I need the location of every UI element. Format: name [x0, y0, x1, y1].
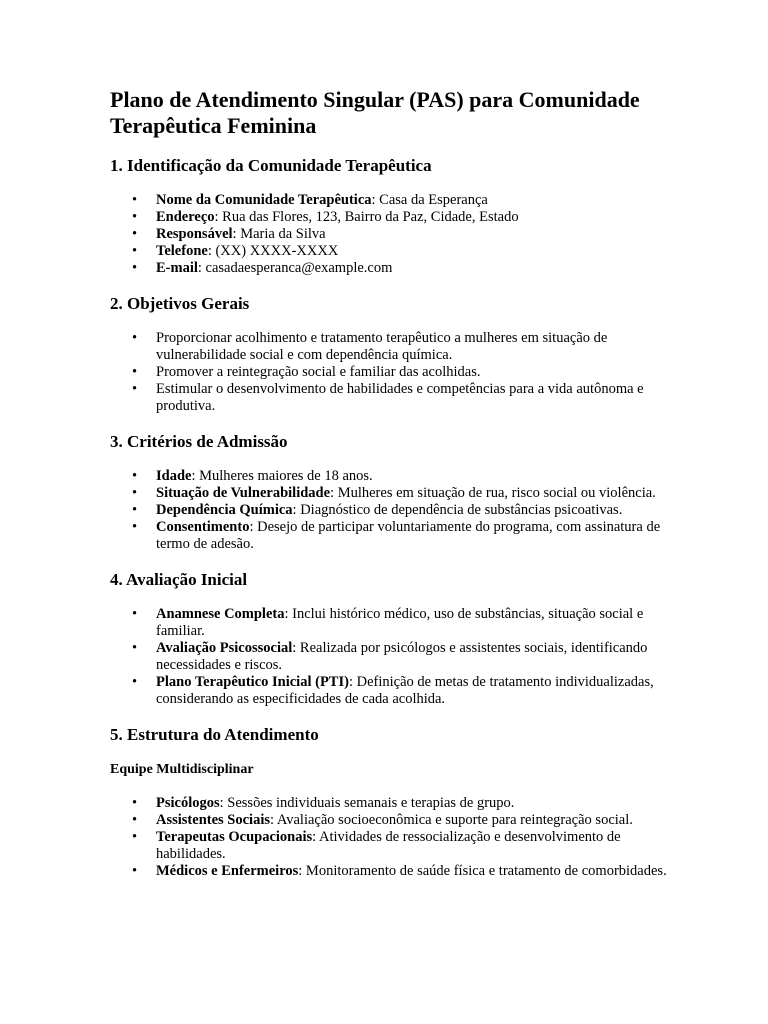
item-term: Nome da Comunidade Terapêutica [156, 192, 372, 208]
section-list-criterios [110, 468, 668, 553]
item-term: Dependência Química [156, 502, 293, 518]
item-term: Anamnese Completa [156, 606, 285, 622]
section-heading-identificacao: 1. Identificação da Comunidade Terapêutica [110, 156, 432, 175]
item-text: : Definição de metas de tratamento individualizadas, considerando as especificidades de cada acolhida. [156, 674, 654, 707]
list-item [156, 209, 668, 226]
item-term: Responsável [156, 226, 233, 242]
item-term: Idade [156, 468, 192, 484]
item-term: Endereço [156, 209, 215, 225]
list-item [156, 829, 668, 863]
subsection-heading-equipe: Equipe Multidisciplinar [110, 762, 254, 777]
section-heading-avaliacao: 4. Avaliação Inicial [110, 570, 248, 589]
item-text: : Inclui histórico médico, uso de substâncias, situação social e familiar. [156, 606, 644, 639]
section-heading-criterios: 3. Critérios de Admissão [110, 432, 288, 451]
list-item [156, 674, 668, 708]
item-term: Consentimento [156, 519, 250, 535]
list-item [156, 260, 668, 277]
list-item [156, 640, 668, 674]
item-text: Estimular o desenvolvimento de habilidades e competências para a vida autônoma e produtiva. [156, 381, 644, 414]
list-item [156, 381, 668, 415]
item-text: : Desejo de participar voluntariamente do programa, com assinatura de termo de adesão. [156, 519, 661, 552]
list-item [156, 192, 668, 209]
item-term: Psicólogos [156, 795, 220, 811]
list-item [156, 243, 668, 260]
list-item [156, 485, 668, 502]
item-term: Plano Terapêutico Inicial (PTI) [156, 674, 349, 690]
list-item [156, 330, 668, 364]
section-list-avaliacao [110, 606, 668, 708]
item-text: : Realizada por psicólogos e assistentes sociais, identificando necessidades e riscos. [156, 640, 648, 673]
item-text: : Sessões individuais semanais e terapias de grupo. [219, 795, 515, 811]
item-text: : casadaesperanca@example.com [197, 260, 393, 276]
item-term: Avaliação Psicossocial [156, 640, 293, 656]
item-text: : Maria da Silva [232, 226, 326, 242]
item-term: Telefone [156, 243, 208, 259]
item-text: : (XX) XXXX-XXXX [207, 243, 339, 259]
list-item [156, 812, 668, 829]
list-item [156, 606, 668, 640]
section-list-identificacao [110, 192, 668, 277]
document-title: Plano de Atendimento Singular (PAS) para Comunidade Terapêutica Feminina [110, 87, 640, 138]
item-text: Promover a reintegração social e familiar das acolhidas. [156, 364, 481, 380]
item-text: : Mulheres em situação de rua, risco social ou violência. [330, 485, 656, 501]
list-item [156, 226, 668, 243]
item-text: Proporcionar acolhimento e tratamento terapêutico a mulheres em situação de vulnerabilidade social e com dependência química. [156, 330, 608, 363]
list-item [156, 468, 668, 485]
item-term: Terapeutas Ocupacionais [156, 829, 313, 845]
item-text: : Rua das Flores, 123, Bairro da Paz, Cidade, Estado [214, 209, 519, 225]
list-item [156, 795, 668, 812]
list-item [156, 519, 668, 553]
list-item [156, 863, 668, 880]
section-heading-objetivos: 2. Objetivos Gerais [110, 294, 250, 313]
section-heading-estrutura: 5. Estrutura do Atendimento [110, 725, 319, 744]
item-text: : Atividades de ressocialização e desenvolvimento de habilidades. [156, 829, 621, 862]
item-term: Situação de Vulnerabilidade [156, 485, 331, 501]
item-text: : Monitoramento de saúde física e tratamento de comorbidades. [298, 863, 667, 879]
item-term: Assistentes Sociais [156, 812, 270, 828]
item-text: : Mulheres maiores de 18 anos. [191, 468, 373, 484]
item-term: E-mail [156, 260, 198, 276]
section-list-objetivos [110, 330, 668, 415]
item-term: Médicos e Enfermeiros [156, 863, 299, 879]
item-text: : Casa da Esperança [371, 192, 488, 208]
list-item [156, 364, 668, 381]
item-text: : Diagnóstico de dependência de substâncias psicoativas. [292, 502, 623, 518]
section-list-equipe [110, 795, 668, 880]
list-item [156, 502, 668, 519]
item-text: : Avaliação socioeconômica e suporte para reintegração social. [270, 812, 633, 828]
